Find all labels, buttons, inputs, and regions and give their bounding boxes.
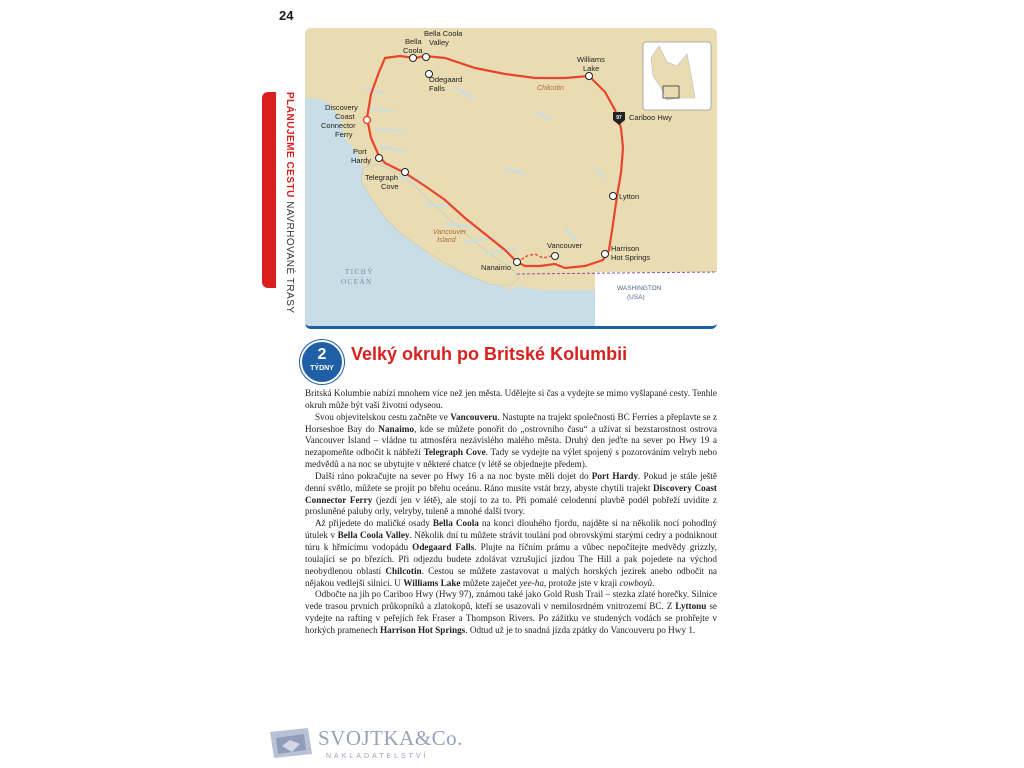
- port-hardy-label-2: Hardy: [351, 156, 372, 165]
- chapter-name: PLÁNUJEME CESTU: [284, 92, 295, 198]
- nanaimo-label: Nanaimo: [481, 263, 512, 272]
- cariboo-hwy-label: Cariboo Hwy: [629, 113, 672, 122]
- bella-coola-valley-label-1: Bella Coola: [424, 29, 463, 38]
- route-map: [305, 28, 717, 329]
- port-hardy-marker: [376, 155, 383, 162]
- hwy-97-number: 97: [616, 115, 622, 121]
- duration-badge: [300, 340, 344, 384]
- bella-coola-marker: [410, 55, 417, 62]
- vancouver-label: Vancouver: [547, 241, 583, 250]
- lytton-marker: [610, 193, 617, 200]
- bella-coola-label-1: Bella: [405, 37, 422, 46]
- williams-lake-marker: [586, 73, 593, 80]
- nanaimo-marker: [514, 259, 521, 266]
- vancouver-island-label-1: Vancouver: [433, 229, 467, 236]
- bella-coola-valley-label-2: Valley: [429, 38, 449, 47]
- port-hardy-label-1: Port: [353, 147, 367, 156]
- chapter-subsection: NAVRHOVANÉ TRASY: [284, 197, 295, 314]
- paragraph-bella-coola: Až přijedete do maličké osady Bella Coola na konci dlouhého fjordu, najděte si na několik nocí pohodlný útulek v Bella Coola Valley. Několik dní tu můžete strávit toulání pod obrovskými starými cedry a podniknout túru k hřmícímu vodopádu Odegaard Falls. Plujte na říčním prámu a vůbec nepočítejte medvědy grizzly, toulající se po březích. Při odjezdu budete zdolávat vzrušující jízdou The Hill a pak pojedete na východ neobydlenou oblastí Chilcotin. Cestou se můžete zastavovat u malých horských jezírek anebo odbočit na nějakou vedlejší silnici. U Williams Lake můžete zaječet yee-ha, protože jste v kraji cowboyů.: [305, 518, 718, 588]
- telegraph-cove-label-2: Cove: [381, 182, 399, 191]
- washington-label-2: (USA): [627, 294, 645, 301]
- ocean-label-1: TICHÝ: [345, 268, 374, 276]
- telegraph-cove-marker: [402, 169, 409, 176]
- discovery-label-2: Coast: [335, 112, 355, 121]
- section-side-tab: [262, 92, 276, 288]
- duration-number: 2: [317, 346, 327, 363]
- discovery-label-4: Ferry: [335, 130, 353, 139]
- ocean-label-2: OCEÁN: [341, 278, 373, 286]
- lytton-label: Lytton: [619, 192, 640, 201]
- odegaard-label-2: Falls: [429, 84, 445, 93]
- paragraph-port-hardy: Další ráno pokračujte na sever po Hwy 16 a na noc byste měli dojet do Port Hardy. Pokud je stále ještě denní světlo, můžete se projít po břehu oceánu. Ráno musíte vstát brzy, abyste chytili trajekt Discovery Coast Connector Ferry (jezdí jen v létě), ale stojí to za to. Při pomalé celodenní plavbě podél pobřeží uvidíte z prosluněné paluby orly, velryby, tuleně a mnohé další tvory.: [305, 470, 718, 517]
- discovery-label-1: Discovery: [325, 103, 358, 112]
- vancouver-island-label-2: Island: [437, 237, 456, 244]
- williams-lake-label-1: Williams: [577, 55, 605, 64]
- ferry-terminal-marker: [364, 117, 371, 124]
- usa-area: [595, 272, 717, 326]
- chilcotin-label: Chilcotin: [537, 85, 564, 92]
- bella-coola-valley-marker: [423, 54, 430, 61]
- paragraph-vancouver: Svou objevitelskou cestu začněte ve Vancouveru. Nastupte na trajekt společnosti BC Ferries a přeplavte se z Horseshoe Bay do Nanaimo, kde se můžete ponořit do „ostrovního času“ a užívat si bezstarostnost ostrova Vancouver Island – vládne tu atmosféra nezávislého malého města. Druhý den jeďte na sever po Hwy 19 a nezapomeňte odbočit k nábřeží Telegraph Cove. Tady se vydejte na výlet spojený s pozorováním velryb nebo medvědů a na noc se ubytujte v některé chatce (v létě se objednejte předem).: [305, 411, 717, 470]
- publisher-name: SVOJTKA&Co.: [318, 726, 463, 750]
- itinerary-text: [305, 388, 717, 637]
- bella-coola-label-2: Coola: [403, 46, 423, 55]
- publisher-subtitle: NAKLADATELSTVÍ: [326, 753, 429, 760]
- page-number: 24: [279, 8, 294, 23]
- williams-lake-label-2: Lake: [583, 64, 600, 73]
- harrison-label-2: Hot Springs: [611, 253, 651, 262]
- section-title: Velký okruh po Britské Kolumbii: [351, 344, 628, 364]
- paragraph-cariboo: Odbočte na jih po Cariboo Hwy (Hwy 97), známou také jako Gold Rush Trail – stezka zlaté horečky. Silnice vede trasou prvních průkopníků a zlatokopů, kteří se usazovali v nemilosrdném vnitrozemí BC. Z Lyttonu se vydejte na rafting v peřejích řek Fraser a Thompson Rivers. Po zážitku ve studených vodách se prohřejte v horkých pramenech Harrison Hot Springs. Odtud už je to snadná jízda zpátky do Vancouveru po Hwy 1.: [305, 589, 717, 635]
- washington-label-1: WASHINGTON: [617, 285, 662, 292]
- duration-unit: TÝDNY: [310, 365, 334, 372]
- telegraph-cove-label-1: Telegraph: [365, 173, 398, 182]
- chapter-side-label: [279, 92, 295, 332]
- discovery-label-3: Connector: [321, 121, 356, 130]
- vancouver-marker: [552, 253, 559, 260]
- harrison-marker: [602, 251, 609, 258]
- odegaard-label-1: Odegaard: [429, 75, 463, 84]
- intro-paragraph: Britská Kolumbie nabízí mnohem více než jen města. Udělejte si čas a vydejte se mimo vyšlapané cesty. Tenhle okruh může být vaší životní odyseou.: [305, 388, 717, 410]
- harrison-label-1: Harrison: [611, 244, 640, 253]
